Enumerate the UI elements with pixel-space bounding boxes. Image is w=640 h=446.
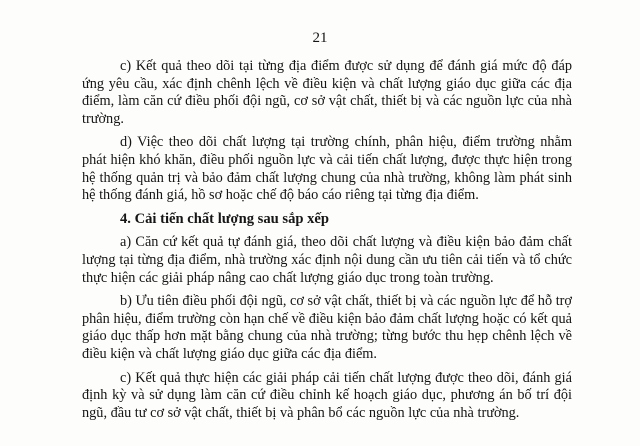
section-heading: 4. Cải tiến chất lượng sau sắp xếp: [120, 210, 330, 227]
paragraph-a-improvement-basis: a) Căn cứ kết quả tự đánh giá, theo dõi chất lượng và điều kiện bảo đảm chất lượng tại từng địa điểm, nhà trường xác định nội dung cần ưu tiên cải tiến và tổ chức thực hiện các giải pháp nâng cao chất lượng giáo dục trong toàn trường.: [82, 234, 572, 286]
document-body: [82, 58, 572, 428]
paragraph-c-monitoring-results: c) Kết quả theo dõi tại từng địa điểm được sử dụng để đánh giá mức độ đáp ứng yêu cầu, xác định chênh lệch về điều kiện và chất lượng giáo dục giữa các địa điểm, làm căn cứ điều phối đội ngũ, cơ sở vật chất, thiết bị và các nguồn lực của nhà trường.: [82, 58, 572, 127]
paragraph-c-improvement-results: c) Kết quả thực hiện các giải pháp cải tiến chất lượng được theo dõi, đánh giá định kỳ và sử dụng làm căn cứ điều chỉnh kế hoạch giáo dục, phương án bố trí đội ngũ, đầu tư cơ sở vật chất, thiết bị và phân bổ các nguồn lực của nhà trường.: [82, 369, 572, 421]
paragraph-b-resource-priority: b) Ưu tiên điều phối đội ngũ, cơ sở vật chất, thiết bị và các nguồn lực để hỗ trợ phân hiệu, điểm trường còn hạn chế về điều kiện bảo đảm chất lượng hoặc có kết quả giáo dục thấp hơn mặt bằng chung của nhà trường; từng bước thu hẹp chênh lệch về điều kiện và chất lượng giáo dục giữa các địa điểm.: [82, 293, 572, 362]
page-number: 21: [312, 30, 328, 46]
paragraph-d-quality-monitoring: d) Việc theo dõi chất lượng tại trường chính, phân hiệu, điểm trường nhằm phát hiện khó khăn, điều phối nguồn lực và cải tiến chất lượng, được thực hiện trong hệ thống quản trị và bảo đảm chất lượng chung của nhà trường, không làm phát sinh hệ thống đánh giá, hồ sơ hoặc chế độ báo cáo riêng tại từng địa điểm.: [82, 134, 572, 204]
